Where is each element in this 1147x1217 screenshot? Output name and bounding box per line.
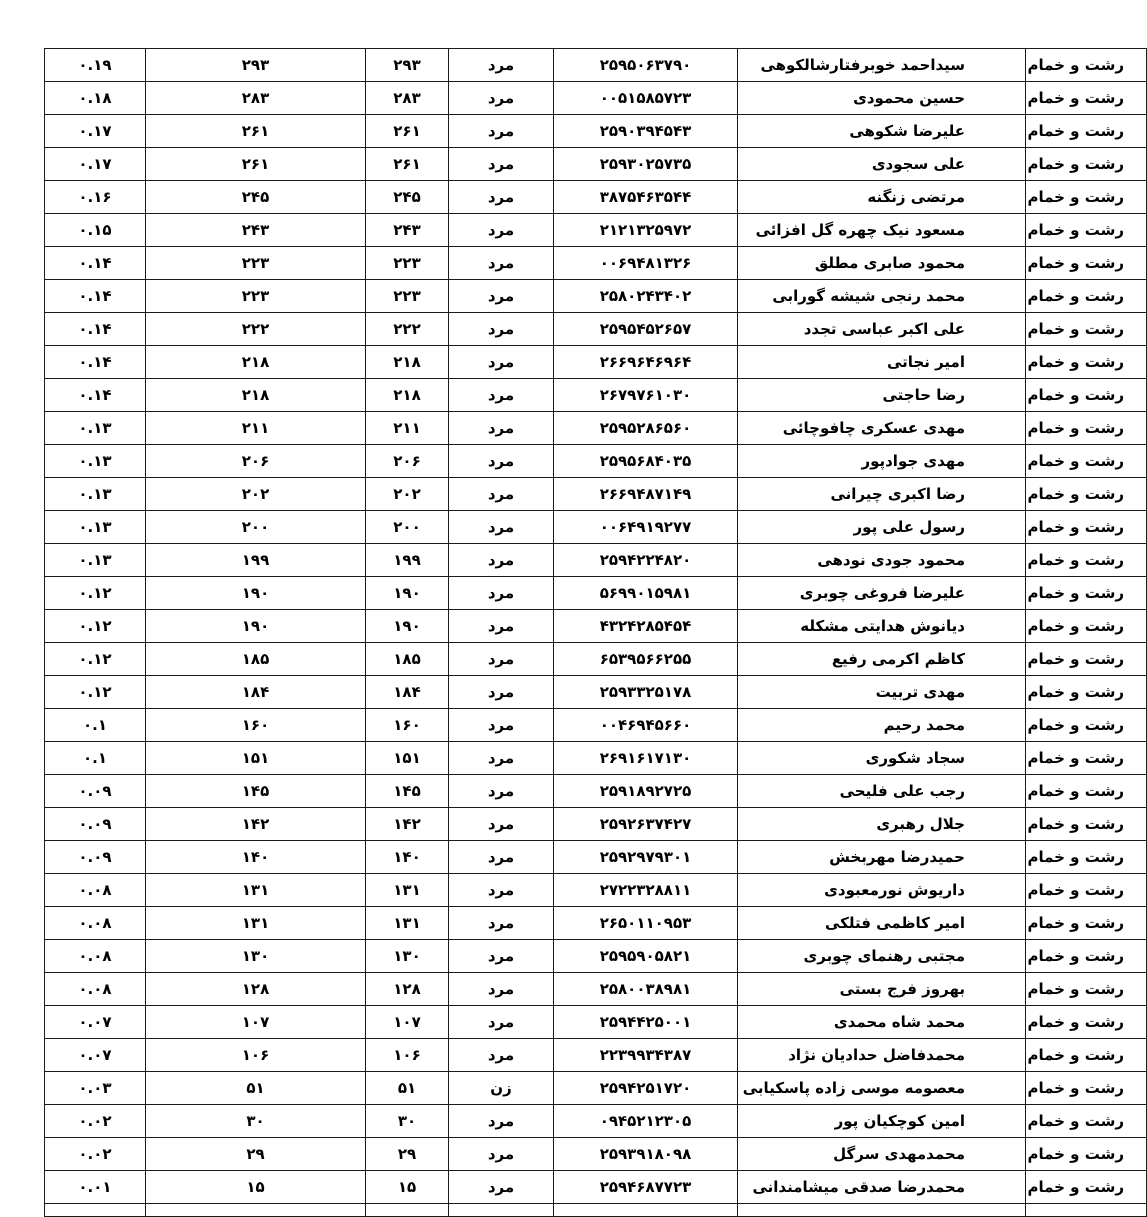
gender-cell: مرد <box>449 1039 554 1072</box>
empty-cell <box>45 1204 146 1217</box>
votes-cell-b: ۲۰۲ <box>146 478 366 511</box>
table-row <box>45 1039 1147 1072</box>
national-code-cell: ۲۵۹۳۳۲۵۱۷۸ <box>554 676 738 709</box>
percent-cell: ۰.۰۷ <box>45 1039 146 1072</box>
table-row <box>45 412 1147 445</box>
candidate-name-cell: مهدی جوادپور <box>738 445 1026 478</box>
table-row <box>45 280 1147 313</box>
percent-cell: ۰.۰۸ <box>45 907 146 940</box>
constituency-cell: رشت و خمام <box>1026 544 1147 577</box>
national-code-cell: ۲۷۲۲۳۲۸۸۱۱ <box>554 874 738 907</box>
results-table <box>44 48 1147 1217</box>
table-row <box>45 1006 1147 1039</box>
gender-cell: مرد <box>449 379 554 412</box>
national-code-cell: ۴۳۲۴۲۸۵۴۵۴ <box>554 610 738 643</box>
table-row <box>45 742 1147 775</box>
national-code-cell: ۰۰۶۹۴۸۱۳۲۶ <box>554 247 738 280</box>
votes-cell-b: ۱۴۰ <box>146 841 366 874</box>
constituency-cell: رشت و خمام <box>1026 676 1147 709</box>
votes-cell-b: ۲۴۳ <box>146 214 366 247</box>
gender-cell: مرد <box>449 1105 554 1138</box>
national-code-cell: ۲۶۶۹۶۴۶۹۶۴ <box>554 346 738 379</box>
national-code-cell: ۲۶۹۱۶۱۷۱۳۰ <box>554 742 738 775</box>
constituency-cell: رشت و خمام <box>1026 907 1147 940</box>
percent-cell: ۰.۱۴ <box>45 247 146 280</box>
gender-cell: مرد <box>449 148 554 181</box>
constituency-cell: رشت و خمام <box>1026 181 1147 214</box>
table-row <box>45 247 1147 280</box>
percent-cell: ۰.۰۸ <box>45 940 146 973</box>
gender-cell: مرد <box>449 544 554 577</box>
constituency-cell: رشت و خمام <box>1026 1072 1147 1105</box>
national-code-cell: ۲۵۹۱۸۹۲۷۲۵ <box>554 775 738 808</box>
national-code-cell: ۲۵۸۰۲۴۳۴۰۲ <box>554 280 738 313</box>
votes-cell-b: ۱۴۵ <box>146 775 366 808</box>
votes-cell-b: ۱۸۵ <box>146 643 366 676</box>
percent-cell: ۰.۱۳ <box>45 445 146 478</box>
national-code-cell: ۶۵۳۹۵۶۶۲۵۵ <box>554 643 738 676</box>
constituency-cell: رشت و خمام <box>1026 82 1147 115</box>
empty-cell <box>449 1204 554 1217</box>
percent-cell: ۰.۱۲ <box>45 577 146 610</box>
votes-cell-b: ۱۳۱ <box>146 874 366 907</box>
table-row <box>45 709 1147 742</box>
constituency-cell: رشت و خمام <box>1026 478 1147 511</box>
table-row <box>45 775 1147 808</box>
percent-cell: ۰.۰۸ <box>45 973 146 1006</box>
gender-cell: مرد <box>449 907 554 940</box>
national-code-cell: ۲۵۹۳۹۱۸۰۹۸ <box>554 1138 738 1171</box>
gender-cell: زن <box>449 1072 554 1105</box>
percent-cell: ۰.۰۸ <box>45 874 146 907</box>
votes-cell-b: ۲۶۱ <box>146 148 366 181</box>
votes-cell-a: ۱۹۰ <box>366 610 449 643</box>
candidate-name-cell: محمد رنجی شیشه گورابی <box>738 280 1026 313</box>
constituency-cell: رشت و خمام <box>1026 214 1147 247</box>
votes-cell-b: ۱۹۰ <box>146 610 366 643</box>
candidate-name-cell: مهدی تربیت <box>738 676 1026 709</box>
percent-cell: ۰.۱ <box>45 742 146 775</box>
table-row <box>45 874 1147 907</box>
national-code-cell: ۲۵۹۲۹۷۹۳۰۱ <box>554 841 738 874</box>
votes-cell-b: ۲۱۸ <box>146 379 366 412</box>
constituency-cell: رشت و خمام <box>1026 445 1147 478</box>
votes-cell-a: ۲۶۱ <box>366 115 449 148</box>
candidate-name-cell: محمدفاضل حدادیان نژاد <box>738 1039 1026 1072</box>
percent-cell: ۰.۱۲ <box>45 676 146 709</box>
percent-cell: ۰.۱۵ <box>45 214 146 247</box>
table-row <box>45 511 1147 544</box>
votes-cell-a: ۱۲۸ <box>366 973 449 1006</box>
gender-cell: مرد <box>449 643 554 676</box>
candidate-name-cell: علی اکبر عباسی تجدد <box>738 313 1026 346</box>
national-code-cell: ۲۵۸۰۰۳۸۹۸۱ <box>554 973 738 1006</box>
votes-cell-b: ۱۴۲ <box>146 808 366 841</box>
percent-cell: ۰.۰۹ <box>45 775 146 808</box>
table-row <box>45 214 1147 247</box>
votes-cell-a: ۲۰۰ <box>366 511 449 544</box>
table-row <box>45 940 1147 973</box>
candidate-name-cell: حمیدرضا مهربخش <box>738 841 1026 874</box>
national-code-cell: ۲۵۹۴۲۵۱۷۲۰ <box>554 1072 738 1105</box>
votes-cell-b: ۲۲۳ <box>146 247 366 280</box>
gender-cell: مرد <box>449 478 554 511</box>
constituency-cell: رشت و خمام <box>1026 775 1147 808</box>
national-code-cell: ۲۶۵۰۱۱۰۹۵۳ <box>554 907 738 940</box>
constituency-cell: رشت و خمام <box>1026 412 1147 445</box>
percent-cell: ۰.۰۲ <box>45 1105 146 1138</box>
candidate-name-cell: جلال رهبری <box>738 808 1026 841</box>
votes-cell-a: ۱۳۰ <box>366 940 449 973</box>
candidate-name-cell: حسین محمودی <box>738 82 1026 115</box>
votes-cell-a: ۱۴۵ <box>366 775 449 808</box>
percent-cell: ۰.۰۹ <box>45 841 146 874</box>
gender-cell: مرد <box>449 841 554 874</box>
table-row <box>45 1138 1147 1171</box>
votes-cell-a: ۱۹۰ <box>366 577 449 610</box>
constituency-cell: رشت و خمام <box>1026 1138 1147 1171</box>
votes-cell-b: ۲۱۱ <box>146 412 366 445</box>
votes-cell-a: ۱۵۱ <box>366 742 449 775</box>
constituency-cell: رشت و خمام <box>1026 1006 1147 1039</box>
national-code-cell: ۲۵۹۴۴۲۵۰۰۱ <box>554 1006 738 1039</box>
votes-cell-a: ۲۱۸ <box>366 379 449 412</box>
votes-cell-b: ۲۹ <box>146 1138 366 1171</box>
constituency-cell: رشت و خمام <box>1026 841 1147 874</box>
empty-cell <box>146 1204 366 1217</box>
gender-cell: مرد <box>449 1138 554 1171</box>
national-code-cell: ۲۵۹۳۰۲۵۷۳۵ <box>554 148 738 181</box>
constituency-cell: رشت و خمام <box>1026 1171 1147 1204</box>
percent-cell: ۰.۰۹ <box>45 808 146 841</box>
table-row <box>45 610 1147 643</box>
candidate-name-cell: محمد رحیم <box>738 709 1026 742</box>
votes-cell-b: ۱۹۹ <box>146 544 366 577</box>
table-row <box>45 676 1147 709</box>
votes-cell-b: ۱۹۰ <box>146 577 366 610</box>
gender-cell: مرد <box>449 808 554 841</box>
national-code-cell: ۲۵۹۲۶۳۷۴۲۷ <box>554 808 738 841</box>
gender-cell: مرد <box>449 742 554 775</box>
national-code-cell: ۰۰۵۱۵۸۵۷۲۳ <box>554 82 738 115</box>
table-row <box>45 445 1147 478</box>
percent-cell: ۰.۱۴ <box>45 280 146 313</box>
percent-cell: ۰.۱۴ <box>45 346 146 379</box>
votes-cell-a: ۱۴۲ <box>366 808 449 841</box>
percent-cell: ۰.۰۱ <box>45 1171 146 1204</box>
constituency-cell: رشت و خمام <box>1026 148 1147 181</box>
candidate-name-cell: محمدرضا صدقی میشامندانی <box>738 1171 1026 1204</box>
empty-cell <box>738 1204 1026 1217</box>
percent-cell: ۰.۱ <box>45 709 146 742</box>
votes-cell-b: ۳۰ <box>146 1105 366 1138</box>
votes-cell-b: ۱۶۰ <box>146 709 366 742</box>
table-row <box>45 1171 1147 1204</box>
table-row <box>45 181 1147 214</box>
candidate-name-cell: امیر نجاتی <box>738 346 1026 379</box>
percent-cell: ۰.۱۲ <box>45 643 146 676</box>
votes-cell-a: ۱۰۷ <box>366 1006 449 1039</box>
national-code-cell: ۲۶۷۹۷۶۱۰۳۰ <box>554 379 738 412</box>
percent-cell: ۰.۰۳ <box>45 1072 146 1105</box>
votes-cell-a: ۱۳۱ <box>366 874 449 907</box>
constituency-cell: رشت و خمام <box>1026 280 1147 313</box>
table-row <box>45 808 1147 841</box>
gender-cell: مرد <box>449 412 554 445</box>
candidate-name-cell: رجب علی فلیحی <box>738 775 1026 808</box>
gender-cell: مرد <box>449 874 554 907</box>
candidate-name-cell: محمد شاه محمدی <box>738 1006 1026 1039</box>
percent-cell: ۰.۱۴ <box>45 379 146 412</box>
gender-cell: مرد <box>449 511 554 544</box>
constituency-cell: رشت و خمام <box>1026 742 1147 775</box>
votes-cell-a: ۲۱۸ <box>366 346 449 379</box>
constituency-cell: رشت و خمام <box>1026 247 1147 280</box>
votes-cell-b: ۲۴۵ <box>146 181 366 214</box>
votes-cell-b: ۱۰۷ <box>146 1006 366 1039</box>
national-code-cell: ۰۹۴۵۲۱۲۳۰۵ <box>554 1105 738 1138</box>
votes-cell-a: ۲۴۳ <box>366 214 449 247</box>
votes-cell-a: ۲۲۳ <box>366 247 449 280</box>
constituency-cell: رشت و خمام <box>1026 1039 1147 1072</box>
national-code-cell: ۲۲۳۹۹۳۴۳۸۷ <box>554 1039 738 1072</box>
votes-cell-a: ۲۹۳ <box>366 49 449 82</box>
gender-cell: مرد <box>449 181 554 214</box>
votes-cell-a: ۲۰۲ <box>366 478 449 511</box>
gender-cell: مرد <box>449 313 554 346</box>
constituency-cell: رشت و خمام <box>1026 808 1147 841</box>
constituency-cell: رشت و خمام <box>1026 709 1147 742</box>
candidate-name-cell: علیرضا شکوهی <box>738 115 1026 148</box>
constituency-cell: رشت و خمام <box>1026 115 1147 148</box>
empty-cell <box>1026 1204 1147 1217</box>
gender-cell: مرد <box>449 49 554 82</box>
votes-cell-a: ۱۴۰ <box>366 841 449 874</box>
gender-cell: مرد <box>449 676 554 709</box>
percent-cell: ۰.۱۳ <box>45 511 146 544</box>
table-row <box>45 379 1147 412</box>
gender-cell: مرد <box>449 610 554 643</box>
table-row <box>45 313 1147 346</box>
votes-cell-b: ۲۲۲ <box>146 313 366 346</box>
candidate-name-cell: علی سجودی <box>738 148 1026 181</box>
votes-cell-a: ۱۶۰ <box>366 709 449 742</box>
votes-cell-a: ۲۲۳ <box>366 280 449 313</box>
constituency-cell: رشت و خمام <box>1026 1105 1147 1138</box>
national-code-cell: ۵۶۹۹۰۱۵۹۸۱ <box>554 577 738 610</box>
votes-cell-a: ۲۲۲ <box>366 313 449 346</box>
candidate-name-cell: سیداحمد خوبرفتارشالکوهی <box>738 49 1026 82</box>
national-code-cell: ۲۵۹۴۲۲۴۸۲۰ <box>554 544 738 577</box>
candidate-name-cell: محمود جودی نودهی <box>738 544 1026 577</box>
table-row <box>45 82 1147 115</box>
candidate-name-cell: کاظم اکرمی رفیع <box>738 643 1026 676</box>
table-row <box>45 346 1147 379</box>
candidate-name-cell: رسول علی پور <box>738 511 1026 544</box>
constituency-cell: رشت و خمام <box>1026 874 1147 907</box>
candidate-name-cell: معصومه موسی زاده پاسکیابی <box>738 1072 1026 1105</box>
votes-cell-b: ۲۰۰ <box>146 511 366 544</box>
votes-cell-b: ۲۱۸ <box>146 346 366 379</box>
gender-cell: مرد <box>449 115 554 148</box>
votes-cell-b: ۲۶۱ <box>146 115 366 148</box>
constituency-cell: رشت و خمام <box>1026 940 1147 973</box>
gender-cell: مرد <box>449 82 554 115</box>
results-sheet <box>44 48 1124 1217</box>
votes-cell-a: ۱۸۵ <box>366 643 449 676</box>
votes-cell-b: ۵۱ <box>146 1072 366 1105</box>
gender-cell: مرد <box>449 214 554 247</box>
candidate-name-cell: مجتبی رهنمای چوبری <box>738 940 1026 973</box>
votes-cell-a: ۲۰۶ <box>366 445 449 478</box>
votes-cell-a: ۳۰ <box>366 1105 449 1138</box>
votes-cell-a: ۱۳۱ <box>366 907 449 940</box>
votes-cell-b: ۱۵ <box>146 1171 366 1204</box>
gender-cell: مرد <box>449 1171 554 1204</box>
percent-cell: ۰.۱۳ <box>45 478 146 511</box>
table-row <box>45 1072 1147 1105</box>
table-body <box>45 49 1147 1217</box>
votes-cell-b: ۲۸۳ <box>146 82 366 115</box>
national-code-cell: ۳۸۷۵۴۶۳۵۴۴ <box>554 181 738 214</box>
national-code-cell: ۲۵۹۵۲۸۶۵۶۰ <box>554 412 738 445</box>
gender-cell: مرد <box>449 940 554 973</box>
candidate-name-cell: محمود صابری مطلق <box>738 247 1026 280</box>
table-row <box>45 577 1147 610</box>
candidate-name-cell: امیر کاظمی فتلکی <box>738 907 1026 940</box>
table-row <box>45 907 1147 940</box>
votes-cell-a: ۲۹ <box>366 1138 449 1171</box>
constituency-cell: رشت و خمام <box>1026 577 1147 610</box>
candidate-name-cell: مرتضی زنگنه <box>738 181 1026 214</box>
national-code-cell: ۲۱۲۱۳۲۵۹۷۲ <box>554 214 738 247</box>
table-row <box>45 841 1147 874</box>
constituency-cell: رشت و خمام <box>1026 49 1147 82</box>
table-row-cutoff <box>45 1204 1147 1217</box>
table-row <box>45 49 1147 82</box>
gender-cell: مرد <box>449 247 554 280</box>
constituency-cell: رشت و خمام <box>1026 346 1147 379</box>
votes-cell-a: ۵۱ <box>366 1072 449 1105</box>
table-row <box>45 1105 1147 1138</box>
table-row <box>45 148 1147 181</box>
votes-cell-a: ۱۸۴ <box>366 676 449 709</box>
national-code-cell: ۲۵۹۵۹۰۵۸۲۱ <box>554 940 738 973</box>
percent-cell: ۰.۱۶ <box>45 181 146 214</box>
empty-cell <box>366 1204 449 1217</box>
percent-cell: ۰.۱۲ <box>45 610 146 643</box>
percent-cell: ۰.۰۷ <box>45 1006 146 1039</box>
percent-cell: ۰.۱۳ <box>45 412 146 445</box>
constituency-cell: رشت و خمام <box>1026 973 1147 1006</box>
national-code-cell: ۲۵۹۵۰۶۳۷۹۰ <box>554 49 738 82</box>
percent-cell: ۰.۱۷ <box>45 115 146 148</box>
votes-cell-b: ۱۸۴ <box>146 676 366 709</box>
gender-cell: مرد <box>449 973 554 1006</box>
national-code-cell: ۲۵۹۰۳۹۴۵۴۳ <box>554 115 738 148</box>
national-code-cell: ۲۵۹۴۶۸۷۷۲۳ <box>554 1171 738 1204</box>
votes-cell-a: ۲۱۱ <box>366 412 449 445</box>
votes-cell-b: ۱۳۰ <box>146 940 366 973</box>
percent-cell: ۰.۱۷ <box>45 148 146 181</box>
constituency-cell: رشت و خمام <box>1026 511 1147 544</box>
votes-cell-a: ۲۸۳ <box>366 82 449 115</box>
table-row <box>45 544 1147 577</box>
table-row <box>45 478 1147 511</box>
constituency-cell: رشت و خمام <box>1026 313 1147 346</box>
candidate-name-cell: رضا حاجتی <box>738 379 1026 412</box>
candidate-name-cell: مسعود نیک چهره گل افزائی <box>738 214 1026 247</box>
candidate-name-cell: محمدمهدی سرگل <box>738 1138 1026 1171</box>
votes-cell-a: ۲۴۵ <box>366 181 449 214</box>
constituency-cell: رشت و خمام <box>1026 379 1147 412</box>
table-row <box>45 973 1147 1006</box>
table-row <box>45 643 1147 676</box>
constituency-cell: رشت و خمام <box>1026 610 1147 643</box>
percent-cell: ۰.۰۲ <box>45 1138 146 1171</box>
candidate-name-cell: علیرضا فروغی چوبری <box>738 577 1026 610</box>
table-row <box>45 115 1147 148</box>
gender-cell: مرد <box>449 445 554 478</box>
candidate-name-cell: امین کوچکیان پور <box>738 1105 1026 1138</box>
gender-cell: مرد <box>449 346 554 379</box>
votes-cell-b: ۱۰۶ <box>146 1039 366 1072</box>
gender-cell: مرد <box>449 280 554 313</box>
candidate-name-cell: مهدی عسکری چافوچائی <box>738 412 1026 445</box>
empty-cell <box>554 1204 738 1217</box>
votes-cell-a: ۱۵ <box>366 1171 449 1204</box>
gender-cell: مرد <box>449 775 554 808</box>
national-code-cell: ۲۵۹۵۴۵۲۶۵۷ <box>554 313 738 346</box>
candidate-name-cell: داریوش نورمعبودی <box>738 874 1026 907</box>
national-code-cell: ۰۰۶۴۹۱۹۲۷۷ <box>554 511 738 544</box>
gender-cell: مرد <box>449 1006 554 1039</box>
national-code-cell: ۲۶۶۹۴۸۷۱۴۹ <box>554 478 738 511</box>
votes-cell-b: ۲۲۳ <box>146 280 366 313</box>
votes-cell-b: ۲۰۶ <box>146 445 366 478</box>
candidate-name-cell: سجاد شکوری <box>738 742 1026 775</box>
gender-cell: مرد <box>449 577 554 610</box>
votes-cell-a: ۱۰۶ <box>366 1039 449 1072</box>
percent-cell: ۰.۱۴ <box>45 313 146 346</box>
votes-cell-b: ۲۹۳ <box>146 49 366 82</box>
votes-cell-b: ۱۳۱ <box>146 907 366 940</box>
votes-cell-b: ۱۵۱ <box>146 742 366 775</box>
candidate-name-cell: بهروز فرج بستی <box>738 973 1026 1006</box>
votes-cell-b: ۱۲۸ <box>146 973 366 1006</box>
percent-cell: ۰.۱۹ <box>45 49 146 82</box>
candidate-name-cell: دیانوش هدایتی مشکله <box>738 610 1026 643</box>
percent-cell: ۰.۱۸ <box>45 82 146 115</box>
candidate-name-cell: رضا اکبری چیرانی <box>738 478 1026 511</box>
votes-cell-a: ۲۶۱ <box>366 148 449 181</box>
gender-cell: مرد <box>449 709 554 742</box>
votes-cell-a: ۱۹۹ <box>366 544 449 577</box>
national-code-cell: ۲۵۹۵۶۸۴۰۳۵ <box>554 445 738 478</box>
percent-cell: ۰.۱۳ <box>45 544 146 577</box>
national-code-cell: ۰۰۴۶۹۴۵۶۶۰ <box>554 709 738 742</box>
constituency-cell: رشت و خمام <box>1026 643 1147 676</box>
